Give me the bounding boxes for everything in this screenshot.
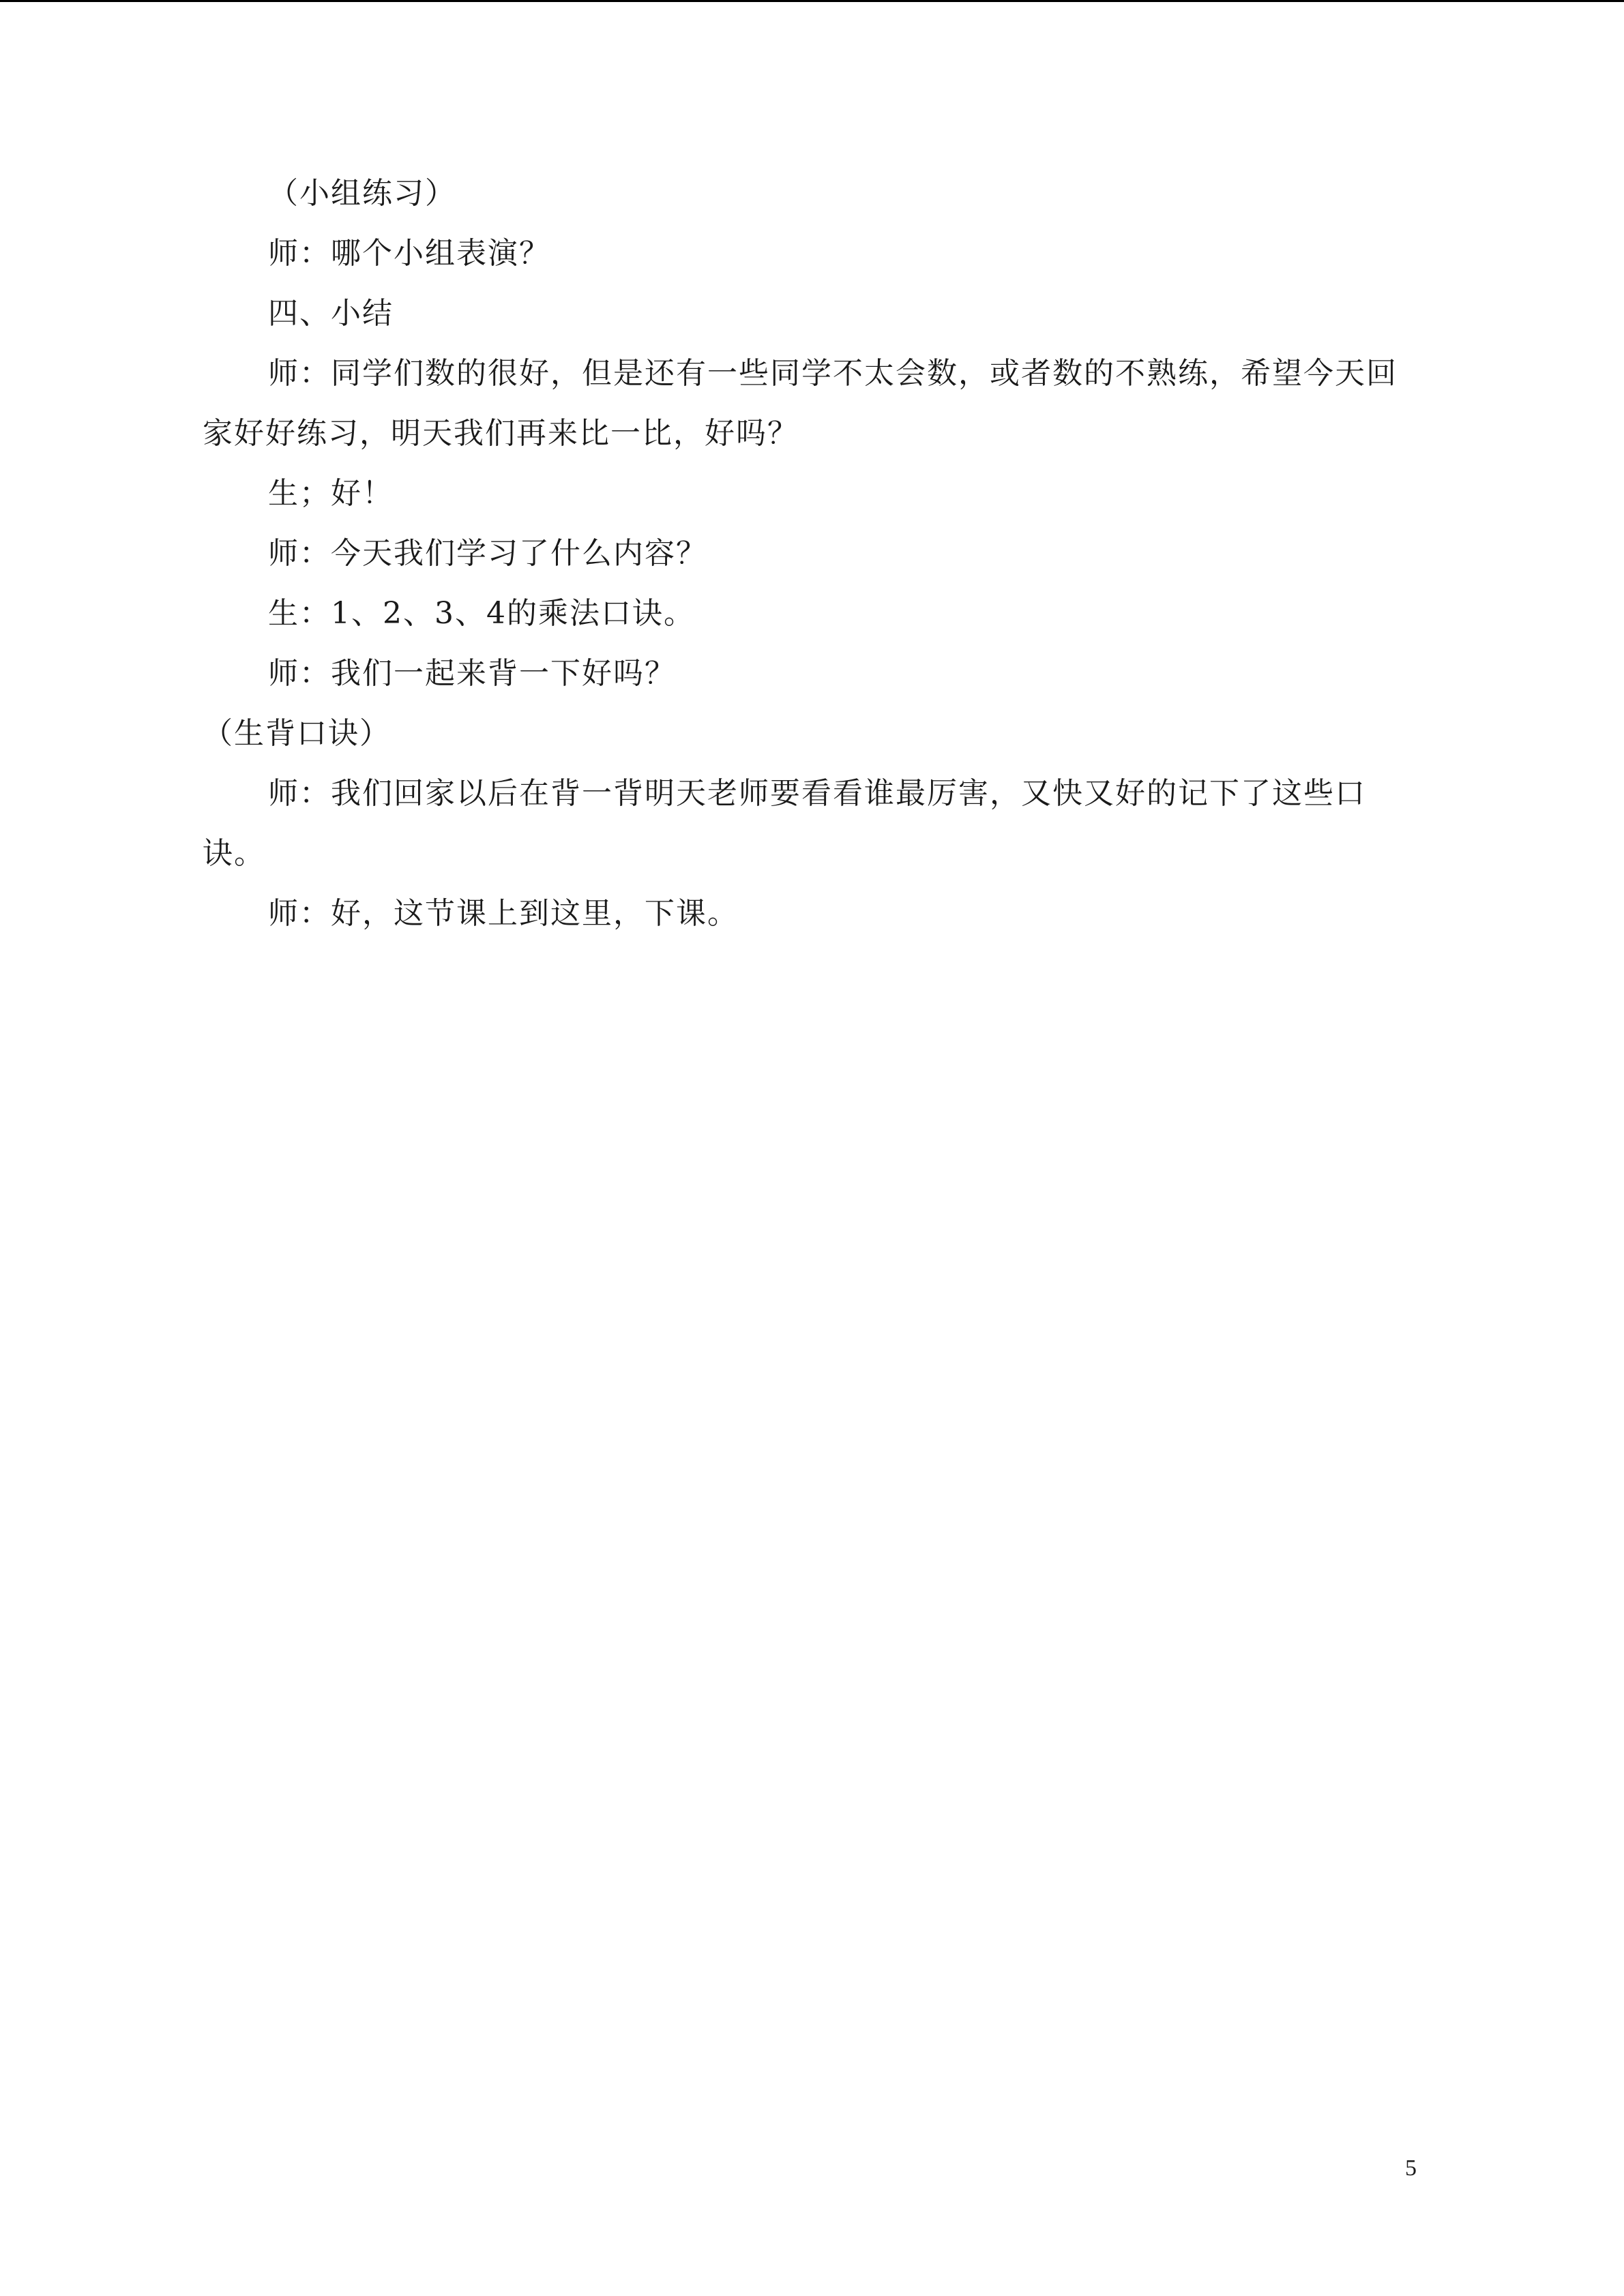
paragraph-students-recite: （生背口诀） — [203, 716, 391, 751]
paragraph-teacher-praise: 师：同学们数的很好，但是还有一些同学不太会数，或者数的不熟练，希望今天回家好好练习，明天我们再来比一比，好吗？ — [203, 356, 1398, 451]
paragraph-student-answer: 生：1、2、3、4的乘法口诀。 — [268, 596, 695, 631]
page-number: 5 — [1405, 2156, 1417, 2181]
paragraph-teacher-recite: 师：我们一起来背一下好吗？ — [268, 656, 676, 691]
paragraph-class-dismissed: 师：好，这节课上到这里，下课。 — [268, 896, 739, 931]
paragraph-teacher-homework: 师：我们回家以后在背一背明天老师要看看谁最厉害，又快又好的记下了这些口诀。 — [203, 776, 1366, 871]
paragraph-teacher-question: 师：今天我们学习了什么内容？ — [268, 536, 707, 571]
document-body — [203, 164, 1417, 944]
paragraph-group-practice: （小组练习） — [268, 176, 456, 211]
page-top-border — [0, 0, 1624, 2]
section-heading-summary: 四、小结 — [268, 296, 394, 331]
paragraph-student-reply: 生；好！ — [268, 476, 394, 511]
paragraph-which-group: 师：哪个小组表演？ — [268, 236, 550, 271]
